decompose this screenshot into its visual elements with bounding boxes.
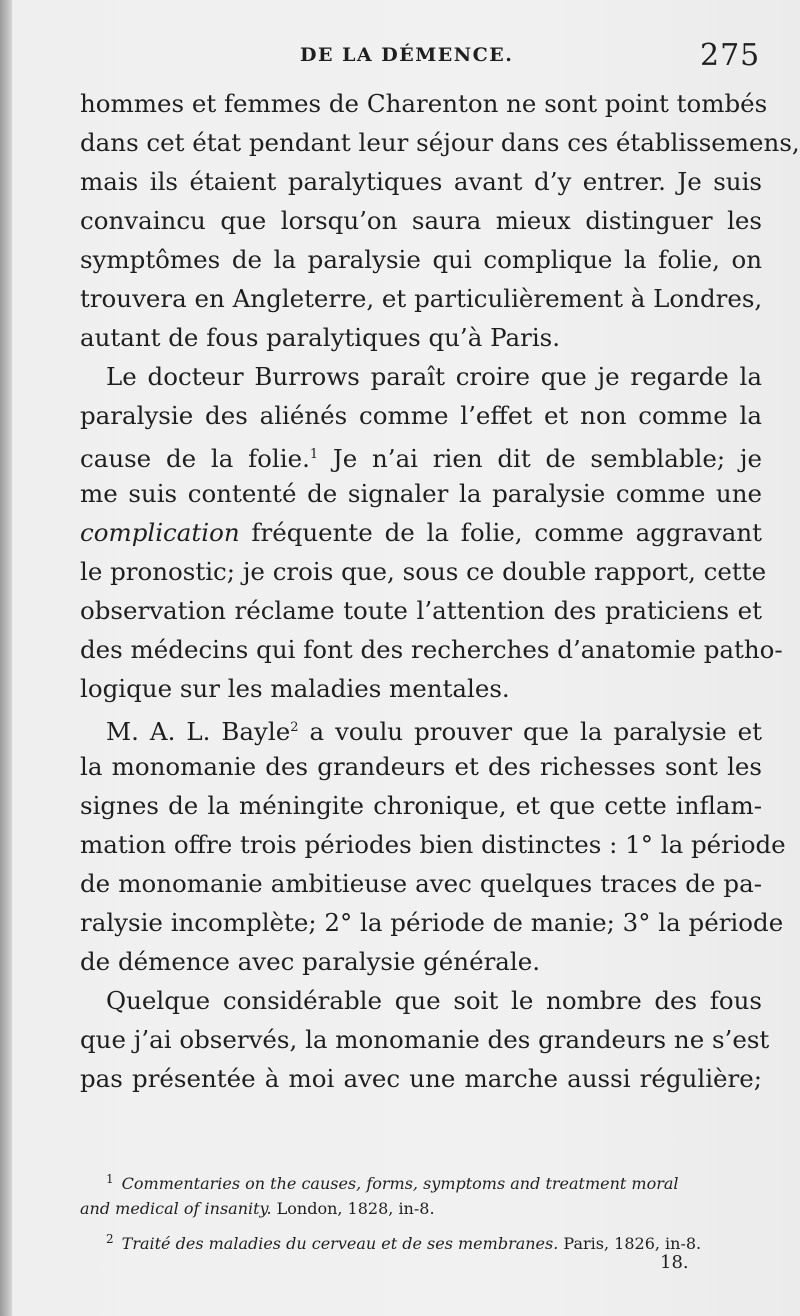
book-spine-shadow (0, 0, 12, 1316)
footnote-text: London, 1828, in-8. (271, 1199, 435, 1218)
text-fragment: a voulu prouver que la paralysie et (298, 717, 762, 746)
text-line: symptômes de la paralysie qui complique la folie, on (80, 245, 762, 274)
text-line: signes de la méningite chronique, et que cette inflam- (80, 791, 762, 820)
text-line (80, 708, 762, 747)
running-title: DE LA DÉMENCE. (300, 44, 514, 66)
main-text (80, 84, 800, 1098)
footnote-1-continued (80, 1194, 762, 1224)
page-header (0, 38, 800, 78)
text-line: trouvera en Angleterre, et particulièrement à Londres, (80, 284, 763, 313)
text-fragment: M. A. L. Bayle (106, 717, 291, 746)
text-fragment: fréquente de la folie, comme aggravant (239, 518, 762, 547)
footnote-text: Paris, 1826, in-8. (558, 1234, 702, 1253)
text-line: paralysie des aliénés comme l’effet et non comme la (80, 401, 762, 430)
text-line (80, 435, 762, 474)
text-line: que j’ai observés, la monomanie des grandeurs ne s’est (80, 1025, 770, 1054)
text-line: le pronostic; je crois que, sous ce double rapport, cette (80, 557, 767, 586)
italic-term: complication (80, 518, 240, 547)
signature-mark: 18. (660, 1252, 689, 1273)
footnote-text: Traité des maladies du cerveau et de ses membranes. (121, 1234, 559, 1253)
text-line: Le docteur Burrows paraît croire que je regarde la (106, 362, 762, 391)
page-number: 275 (700, 38, 761, 73)
text-line: pas présentée à moi avec une marche aussi régulière; (80, 1064, 762, 1093)
text-line: des médecins qui font des recherches d’anatomie patho- (80, 635, 783, 664)
footnotes (80, 1164, 762, 1254)
footnote-1 (80, 1164, 762, 1194)
text-line: mais ils étaient paralytiques avant d’y entrer. Je suis (80, 167, 762, 196)
footnote-text: Commentaries on the causes, forms, symptoms and treatment moral (121, 1174, 679, 1193)
text-line: observation réclame toute l’attention des praticiens et (80, 596, 762, 625)
text-line: de monomanie ambitieuse avec quelques traces de pa- (80, 869, 762, 898)
text-line (80, 513, 762, 552)
text-line: me suis contenté de signaler la paralysie comme une (80, 479, 762, 508)
footnote-text: and medical of insanity. (80, 1199, 272, 1218)
text-line: autant de fous paralytiques qu’à Paris. (80, 323, 561, 352)
text-line: logique sur les maladies mentales. (80, 674, 510, 703)
text-line: dans cet état pendant leur séjour dans ces établissemens, (80, 128, 800, 157)
text-line: la monomanie des grandeurs et des richesses sont les (80, 752, 762, 781)
text-fragment: Je n’ai rien dit de semblable; je (318, 444, 762, 473)
footnote-ref-2: 2 (290, 720, 299, 735)
text-line: hommes et femmes de Charenton ne sont point tombés (80, 89, 768, 118)
text-fragment: cause de la folie. (80, 444, 310, 473)
text-line: mation offre trois périodes bien distinctes : 1° la période (80, 830, 786, 859)
text-line: Quelque considérable que soit le nombre des fous (106, 986, 762, 1015)
footnote-marker: 2 (106, 1232, 114, 1246)
footnote-2 (80, 1224, 762, 1254)
text-line: convaincu que lorsqu’on saura mieux distinguer les (80, 206, 762, 235)
footnote-ref-1: 1 (309, 447, 319, 462)
text-line: ralysie incomplète; 2° la période de manie; 3° la période (80, 908, 784, 937)
footnote-marker: 1 (106, 1172, 114, 1186)
text-line: de démence avec paralysie générale. (80, 947, 541, 976)
